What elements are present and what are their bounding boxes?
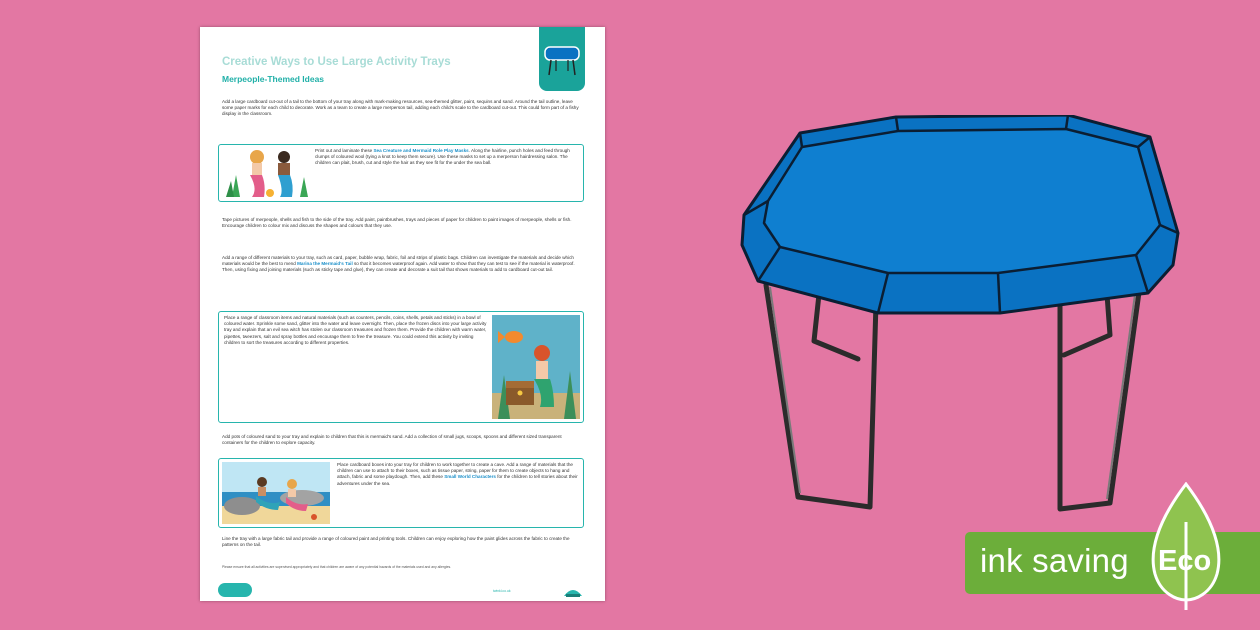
- beach-mermaid-illustration-icon: [222, 462, 330, 524]
- p3-text-after: so that it becomes waterproof again. Add water to show that they can test to see if the material is waterproof. Then, using fixing and joining materials (such as sticky tape and glue), they can create and decorate a suit tail that shows materials to add to cardboard cut-out tail.: [222, 261, 575, 273]
- footer-url: twinkl.co.uk: [493, 589, 511, 593]
- mermaid-illustration-icon: [222, 147, 312, 199]
- box1-text-before: Print out and laminate these: [315, 148, 374, 153]
- treasure-chest-illustration-icon: [492, 315, 580, 419]
- box-cave: [218, 458, 584, 528]
- sheet-subtitle: Merpeople-Themed Ideas: [222, 74, 325, 84]
- activity-sheet: [200, 27, 605, 601]
- paragraph-fabric-tail: Line the tray with a large fabric tail and provide a range of coloured paint and printing tools. Children can enjoy exploring how the paint glides across the fabric to create the patterns on the tail.: [222, 536, 570, 548]
- box2-text: Place a range of classroom items and natural materials (such as counters, pencils, coins, shells, petals and sticks) in a bowl of coloured water. Sprinkle some sand, glitter into the water and leave overnight. Then, place the frozen discs into your large activity tray and explain that an evil sea witch has stolen our classroom treasures and frozen them. Provide the children with warm water, pipettes, tweezers, salt and spray bottles and encourage them to free the treasure. You could extend this activity by inviting children to sort the treasures according to different properties.: [224, 315, 487, 345]
- paragraph-tail-display: Add a large cardboard cut-out of a tail to the bottom of your tray along with mark-making resources, sea-themed glitter, paint, sequins and sand. Around the tail outline, leave some paper marks for each child to decorate. Work as a team to create a large merperson tail, adding each child's scale to the cardboard cut-out. This could form part of a fishy display in the classroom.: [222, 99, 579, 117]
- box3-text-after: for the children to tell stories about their adventures under the sea.: [337, 474, 578, 486]
- small-world-characters-link[interactable]: Small World Characters: [444, 474, 496, 480]
- corner-tab: [539, 27, 585, 91]
- box-frozen-treasure: [218, 311, 584, 423]
- eco-label: Eco: [1158, 545, 1212, 577]
- box3-text-before: Place cardboard boxes into your tray for children to work together to create a cave. Add a range of materials that the children can use to attach to their boxes, such as tissue paper, string, paper for them to create objects to hang and attach, fabric and some playdough. Then, add these: [337, 462, 573, 480]
- box-role-play-masks: [218, 144, 584, 202]
- box1-text-after: . Along the hairline, punch holes and feed through clumps of coloured wool (tying a knot to keep them secure). Use these masks to set up a merperson hairdressing salon. The children can plait, brush, cut and style the hair as they see fit for the under the sea ball.: [315, 148, 570, 166]
- activity-tray-illustration: [738, 115, 1183, 515]
- paragraph-paint-pictures: Tape pictures of merpeople, shells and fish to the side of the tray. Add paint, paintbrushes, trays and pieces of paper for children to paint images of merpeople, shells or fish. Encourage children to colour mix and discuss the shapes and colours that they use.: [222, 217, 572, 229]
- footnote: Please ensure that all activities are supervised appropriately and that children are aware of any potential hazards of the materials used and any allergies.: [222, 565, 452, 569]
- p3-text-before: Add a range of different materials to your tray, such as card, paper, bubble wrap, fabric, foil and strips of plastic bags. Children can investigate the materials and decide which materials would be the best to mend: [222, 255, 574, 267]
- ink-saving-label: ink saving: [980, 542, 1129, 579]
- sheet-title: Creative Ways to Use Large Activity Trays: [222, 56, 451, 68]
- role-play-masks-link[interactable]: Sea Creature and Mermaid Role Play Masks: [373, 148, 469, 153]
- twinkl-logo-icon: [218, 583, 252, 597]
- paragraph-mend-tail: [222, 255, 584, 274]
- marina-tail-link[interactable]: Marina the Mermaid's Tail: [297, 261, 353, 267]
- tray-thumbnail-icon: [544, 45, 580, 77]
- paragraph-mermaid-sand: Add pots of coloured sand to your tray and explain to children that this is mermaid's sand. Add a collection of small jugs, scoops, spoons and different sized transparent containers for the children to explore capacity.: [222, 434, 562, 446]
- partner-logo-icon: [562, 582, 584, 598]
